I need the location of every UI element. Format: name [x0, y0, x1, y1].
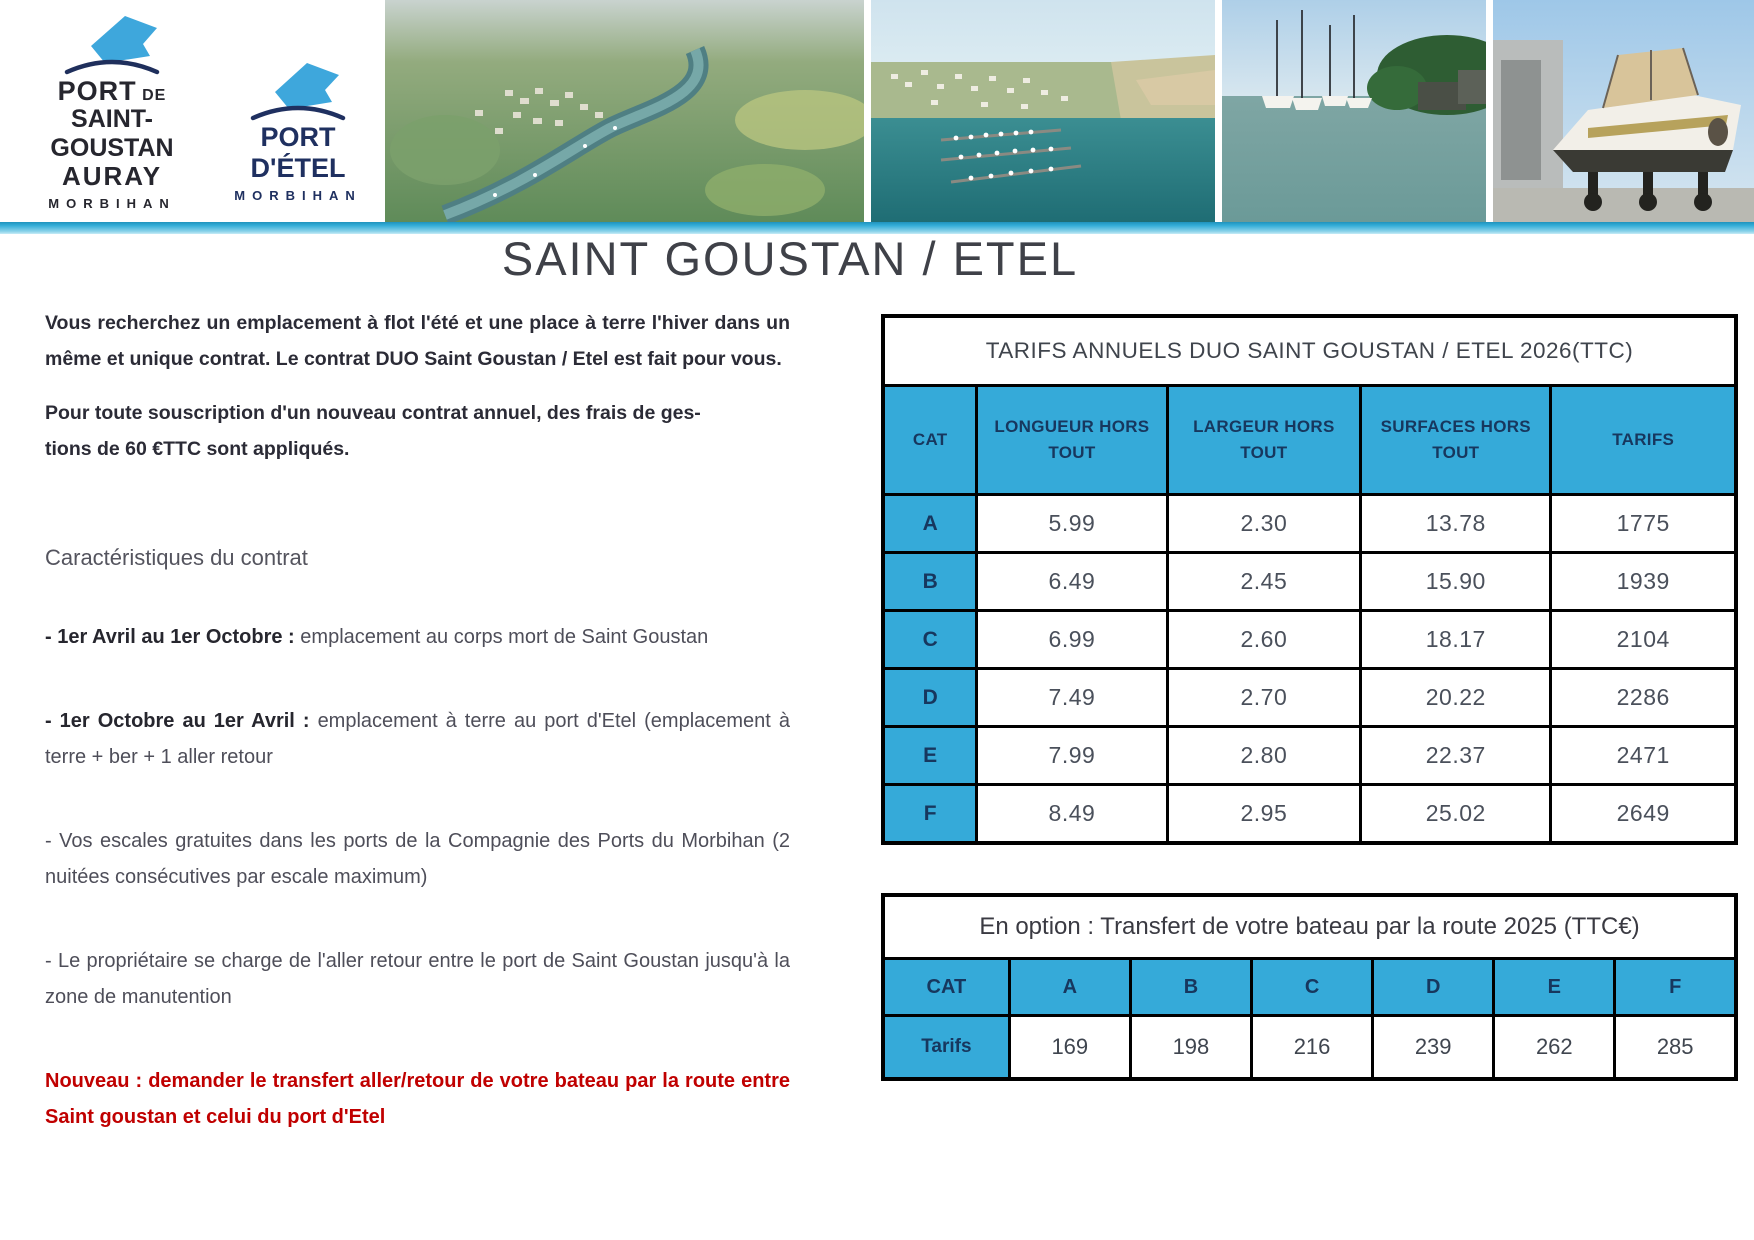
annual-e-surface: 22.37: [1361, 727, 1551, 785]
header-photo-strip: [385, 0, 1754, 222]
photo-boat-on-hardstand: [1493, 0, 1754, 222]
logo-text-port-detel: PORT D'ÉTEL: [250, 122, 346, 183]
characteristic-item-1: [45, 619, 790, 655]
transfer-table-title: En option : Transfert de votre bateau par la route 2025 (TTC€): [883, 895, 1736, 959]
transfer-tarifs-row: [883, 1016, 1736, 1080]
annual-a-surface: 13.78: [1361, 495, 1551, 553]
transfer-col-header-f: F: [1615, 959, 1736, 1016]
annual-tariffs-table: [881, 314, 1738, 845]
annual-c-largeur: 2.60: [1167, 611, 1361, 669]
annual-cat-b: B: [883, 553, 977, 611]
annual-e-tarif: 2471: [1551, 727, 1736, 785]
annual-e-longueur: 7.99: [977, 727, 1167, 785]
page-title: SAINT GOUSTAN / ETEL: [501, 232, 1079, 285]
transfer-table-header-row: [883, 959, 1736, 1016]
characteristics-heading: Caractéristiques du contrat: [45, 545, 308, 570]
annual-d-largeur: 2.70: [1167, 669, 1361, 727]
transfer-tarif-a: 169: [1009, 1016, 1130, 1080]
item-2-date-range: - 1er Octobre au 1er Avril :: [45, 710, 318, 732]
logo-port-saint-goustan: [12, 10, 212, 211]
annual-c-longueur: 6.99: [977, 611, 1167, 669]
item-2-text: emplacement à terre au port d'Etel (emplacement à terre + ber + 1 aller retour: [45, 710, 790, 768]
intro-paragraph-1: Vous recherchez un emplacement à flot l'été et une place à terre l'hiver dans un même et unique contrat. Le contrat DUO Saint Goustan / Etel est fait pour vous.: [45, 312, 790, 370]
transfer-col-header-cat: CAT: [883, 959, 1009, 1016]
annual-d-longueur: 7.49: [977, 669, 1167, 727]
photo-aerial-marina-and-beach: [871, 0, 1215, 222]
transfer-tarif-f: 285: [1615, 1016, 1736, 1080]
intro-text-column: [45, 305, 790, 1135]
characteristic-item-2: [45, 703, 790, 775]
annual-col-header-tarifs: TARIFS: [1551, 386, 1736, 495]
logo-text-saint-goustan: SAINT-GOUSTAN: [50, 105, 174, 162]
item-1-date-range: - 1er Avril au 1er Octobre :: [45, 626, 301, 648]
transfer-tarif-e: 262: [1494, 1016, 1615, 1080]
annual-col-header-largeur: LARGEUR HORS TOUT: [1167, 386, 1361, 495]
flag-icon: [212, 58, 384, 122]
annual-col-header-surfaces: SURFACES HORS TOUT: [1361, 386, 1551, 495]
annual-a-largeur: 2.30: [1167, 495, 1361, 553]
intro-p2-line2: tions de 60 €TTC sont appliqués.: [45, 438, 350, 460]
annual-c-tarif: 2104: [1551, 611, 1736, 669]
new-transfer-notice: Nouveau : demander le transfert aller/retour de votre bateau par la route entre Saint goustan et celui du port d'Etel: [45, 1070, 790, 1128]
annual-b-largeur: 2.45: [1167, 553, 1361, 611]
characteristic-item-3: - Vos escales gratuites dans les ports de la Compagnie des Ports du Morbihan (2 nuitées consécutives par escale maximum): [45, 830, 790, 888]
logo-text-auray: AURAY: [61, 161, 163, 191]
characteristic-item-4: - Le propriétaire se charge de l'aller retour entre le port de Saint Goustan jusqu'à la zone de manutention: [45, 950, 790, 1008]
transfer-tarif-c: 216: [1251, 1016, 1372, 1080]
annual-b-tarif: 1939: [1551, 553, 1736, 611]
annual-f-longueur: 8.49: [977, 785, 1167, 844]
annual-f-tarif: 2649: [1551, 785, 1736, 844]
annual-row-c: [883, 611, 1736, 669]
transfer-tarif-b: 198: [1130, 1016, 1251, 1080]
flag-icon: [12, 10, 212, 76]
annual-table-title: TARIFS ANNUELS DUO SAINT GOUSTAN / ETEL 2026(TTC): [883, 316, 1736, 386]
photo-harbour-moorings: [1222, 0, 1486, 222]
annual-d-tarif: 2286: [1551, 669, 1736, 727]
annual-cat-f: F: [883, 785, 977, 844]
annual-row-d: [883, 669, 1736, 727]
annual-table-title-row: [883, 316, 1736, 386]
annual-b-longueur: 6.49: [977, 553, 1167, 611]
annual-e-largeur: 2.80: [1167, 727, 1361, 785]
transfer-table-title-row: [883, 895, 1736, 959]
transfer-col-header-c: C: [1251, 959, 1372, 1016]
annual-c-surface: 18.17: [1361, 611, 1551, 669]
annual-f-largeur: 2.95: [1167, 785, 1361, 844]
annual-cat-a: A: [883, 495, 977, 553]
annual-row-f: [883, 785, 1736, 844]
intro-p2-line1: Pour toute souscription d'un nouveau contrat annuel, des frais de ges-: [45, 402, 701, 424]
annual-cat-d: D: [883, 669, 977, 727]
transfer-tarif-d: 239: [1373, 1016, 1494, 1080]
annual-f-surface: 25.02: [1361, 785, 1551, 844]
logo-text-port: PORT: [57, 76, 137, 106]
annual-row-e: [883, 727, 1736, 785]
logo-port-etel: [212, 58, 384, 203]
transfer-col-header-b: B: [1130, 959, 1251, 1016]
transfer-col-header-e: E: [1494, 959, 1615, 1016]
logo-text-morbihan: MORBIHAN: [48, 196, 176, 211]
intro-paragraph-2: [45, 395, 790, 467]
annual-table-header-row: [883, 386, 1736, 495]
item-1-text: emplacement au corps mort de Saint Goustan: [300, 626, 709, 648]
photo-aerial-town-and-river: [385, 0, 864, 222]
annual-b-surface: 15.90: [1361, 553, 1551, 611]
logo-text-morbihan: MORBIHAN: [234, 188, 362, 203]
transfer-col-header-a: A: [1009, 959, 1130, 1016]
annual-a-longueur: 5.99: [977, 495, 1167, 553]
annual-cat-c: C: [883, 611, 977, 669]
transfer-row-label: Tarifs: [883, 1016, 1009, 1080]
transfer-option-table: [881, 893, 1738, 1081]
annual-col-header-longueur: LONGUEUR HORS TOUT: [977, 386, 1167, 495]
annual-a-tarif: 1775: [1551, 495, 1736, 553]
logo-text-de: DE: [142, 87, 167, 104]
logo-line-port-de: [12, 76, 212, 107]
transfer-col-header-d: D: [1373, 959, 1494, 1016]
annual-row-b: [883, 553, 1736, 611]
annual-row-a: [883, 495, 1736, 553]
annual-col-header-cat: CAT: [883, 386, 977, 495]
annual-cat-e: E: [883, 727, 977, 785]
annual-d-surface: 20.22: [1361, 669, 1551, 727]
